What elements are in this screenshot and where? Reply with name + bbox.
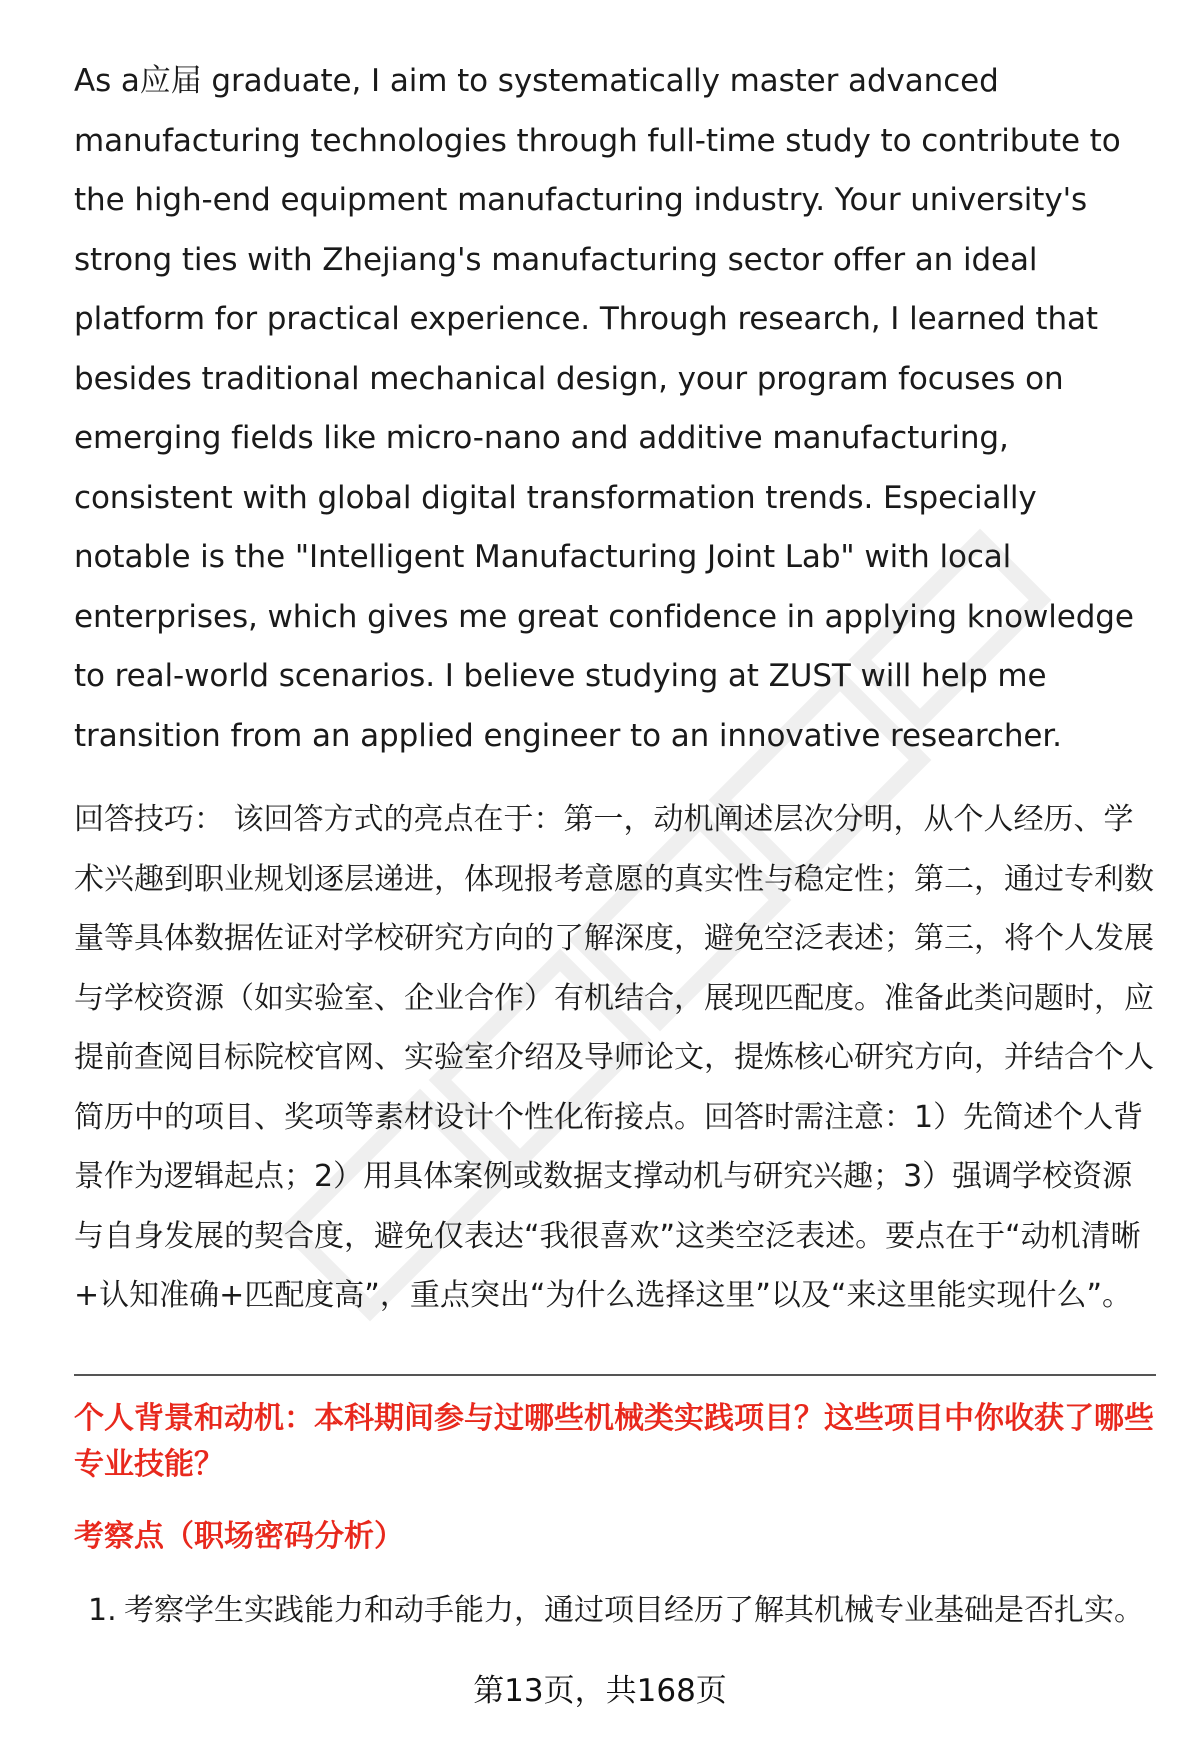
english-answer-paragraph: As a应届 graduate, I aim to systematically master advanced manufacturing technologies through full-time study to contribute to the high-end equipment manufacturing industry. Your university's strong ties with Zhejiang's manufacturing sector offer an ideal platform for practical experience. Through research, I learned that besides traditional mechanical design, your program focuses on emerging fields like micro-nano and additive manufacturing, consistent with global digital transformation trends. Especially notable is the "Intelligent Manufacturing Joint Lab" with local enterprises, which gives me great confidence in applying knowledge to real-world scenarios. I believe studying at ZUST will help me transition from an applied engineer to an innovative researcher. [74, 63, 1134, 754]
list-item [88, 1588, 1154, 1634]
question-heading: 个人背景和动机：本科期间参与过哪些机械类实践项目？这些项目中你收获了哪些专业技能？ [74, 1400, 1154, 1482]
list-item-number: 1. [88, 1592, 117, 1628]
section-divider [74, 1374, 1156, 1376]
document-page [74, 52, 1154, 1634]
answer-tips-paragraph: 回答技巧： 该回答方式的亮点在于：第一，动机阐述层次分明，从个人经历、学术兴趣到职业规划逐层递进，体现报考意愿的真实性与稳定性；第二，通过专利数量等具体数据佐证对学校研究方向的了解深度，避免空泛表述；第三，将个人发展与学校资源（如实验室、企业合作）有机结合，展现匹配度。准备此类问题时，应提前查阅目标院校官网、实验室介绍及导师论文，提炼核心研究方向，并结合个人简历中的项目、奖项等素材设计个性化衔接点。回答时需注意：1）先简述个人背景作为逻辑起点；2）用具体案例或数据支撑动机与研究兴趣；3）强调学校资源与自身发展的契合度，避免仅表达“我很喜欢”这类空泛表述。要点在于“动机清晰+认知准确+匹配度高”，重点突出“为什么选择这里”以及“来这里能实现什么”。 [74, 802, 1154, 1313]
list-item-text: 考察学生实践能力和动手能力，通过项目经历了解其机械专业基础是否扎实。 [124, 1592, 1144, 1628]
page-number-footer: 第13页，共168页 [473, 1673, 727, 1709]
assessment-points-heading: 考察点（职场密码分析） [74, 1518, 404, 1554]
